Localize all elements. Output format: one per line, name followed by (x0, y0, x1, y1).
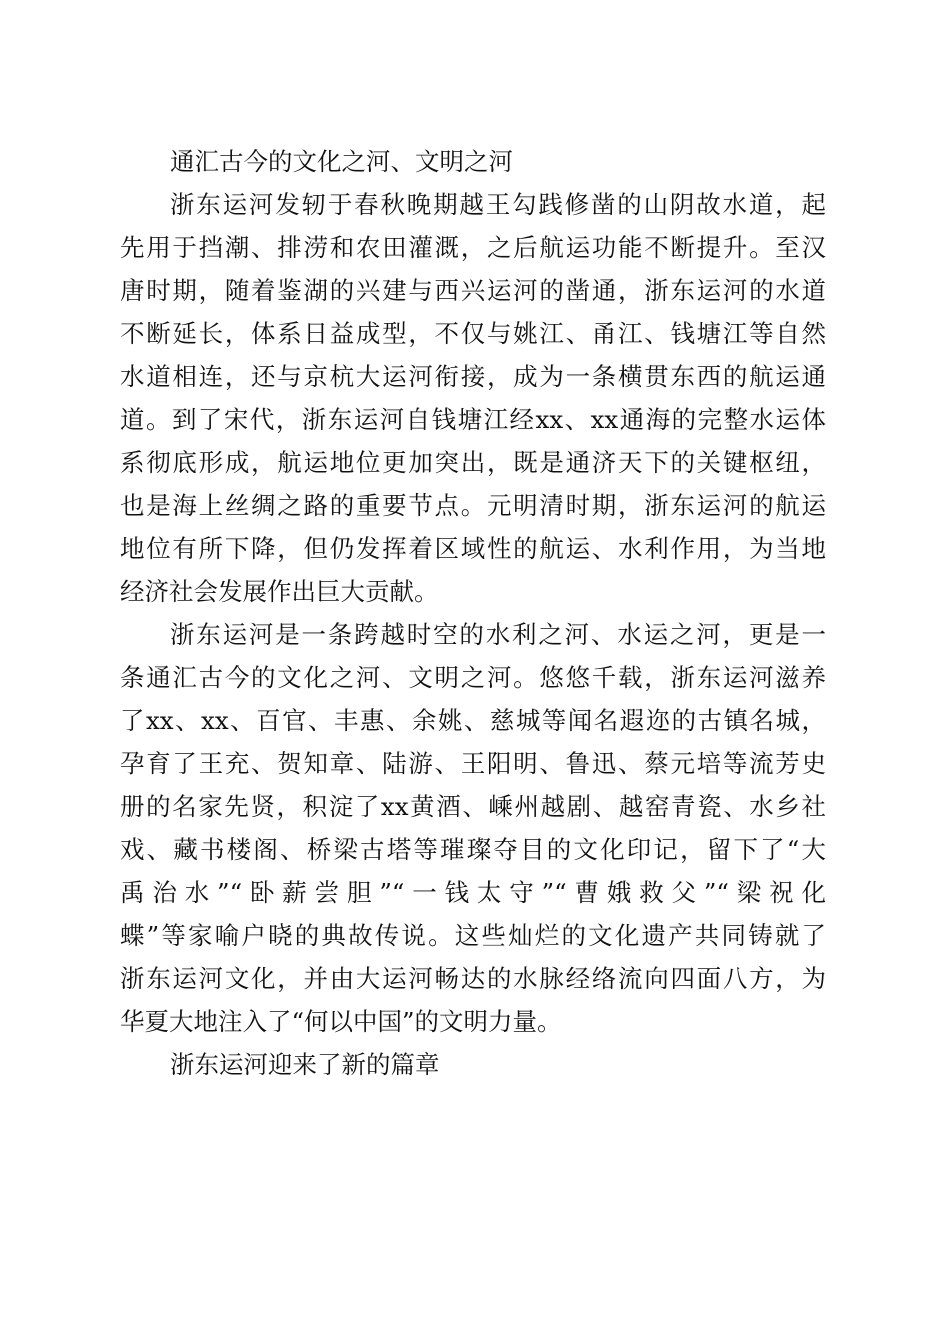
text-line: 不断延长，体系日益成型，不仅与姚江、甬江、钱塘江等自然 (120, 319, 826, 348)
text-line: 了xx、xx、百官、丰惠、余姚、慈城等闻名遐迩的古镇名城， (120, 706, 826, 735)
text-line: 唐时期，随着鉴湖的兴建与西兴运河的凿通，浙东运河的水道 (120, 276, 826, 305)
text-line: 道。到了宋代，浙东运河自钱塘江经xx、xx通海的完整水运体 (120, 405, 826, 434)
text-line: 经济社会发展作出巨大贡献。 (120, 577, 439, 606)
text-line: 浙东运河文化，并由大运河畅达的水脉经络流向四面八方，为 (120, 964, 826, 993)
text-line: 浙东运河发轫于春秋晚期越王勾践修凿的山阴故水道，起 (170, 190, 826, 219)
text-line: 禹治水”“卧薪尝胆”“一钱太守”“曹娥救父”“梁祝化 (120, 878, 826, 907)
text-line: 蝶”等家喻户晓的典故传说。这些灿烂的文化遗产共同铸就了 (120, 921, 826, 950)
text-line: 戏、藏书楼阁、桥梁古塔等璀璨夺目的文化印记，留下了“大 (120, 835, 826, 864)
text-line: 先用于挡潮、排涝和农田灌溉，之后航运功能不断提升。至汉 (120, 233, 826, 262)
section-heading: 通汇古今的文化之河、文明之河 (170, 147, 513, 176)
text-line: 地位有所下降，但仍发挥着区域性的航运、水利作用，为当地 (120, 534, 826, 563)
paragraph-history (120, 183, 826, 613)
text-line: 浙东运河是一条跨越时空的水利之河、水运之河，更是一 (170, 620, 826, 649)
text-line: 册的名家先贤，积淀了xx黄酒、嵊州越剧、越窑青瓷、水乡社 (120, 792, 826, 821)
text-line: 水道相连，还与京杭大运河衔接，成为一条横贯东西的航运通 (120, 362, 826, 391)
text-line: 也是海上丝绸之路的重要节点。元明清时期，浙东运河的航运 (120, 491, 826, 520)
text-line: 系彻底形成，航运地位更加突出，既是通济天下的关键枢纽， (120, 448, 826, 477)
section-heading: 浙东运河迎来了新的篇章 (170, 1050, 440, 1079)
text-line: 条通汇古今的文化之河、文明之河。悠悠千载，浙东运河滋养 (120, 663, 826, 692)
paragraph-culture (120, 613, 826, 1043)
text-line: 孕育了王充、贺知章、陆游、王阳明、鲁迅、蔡元培等流芳史 (120, 749, 826, 778)
text-line: 华夏大地注入了“何以中国”的文明力量。 (120, 1007, 562, 1036)
document-page (120, 140, 826, 1086)
